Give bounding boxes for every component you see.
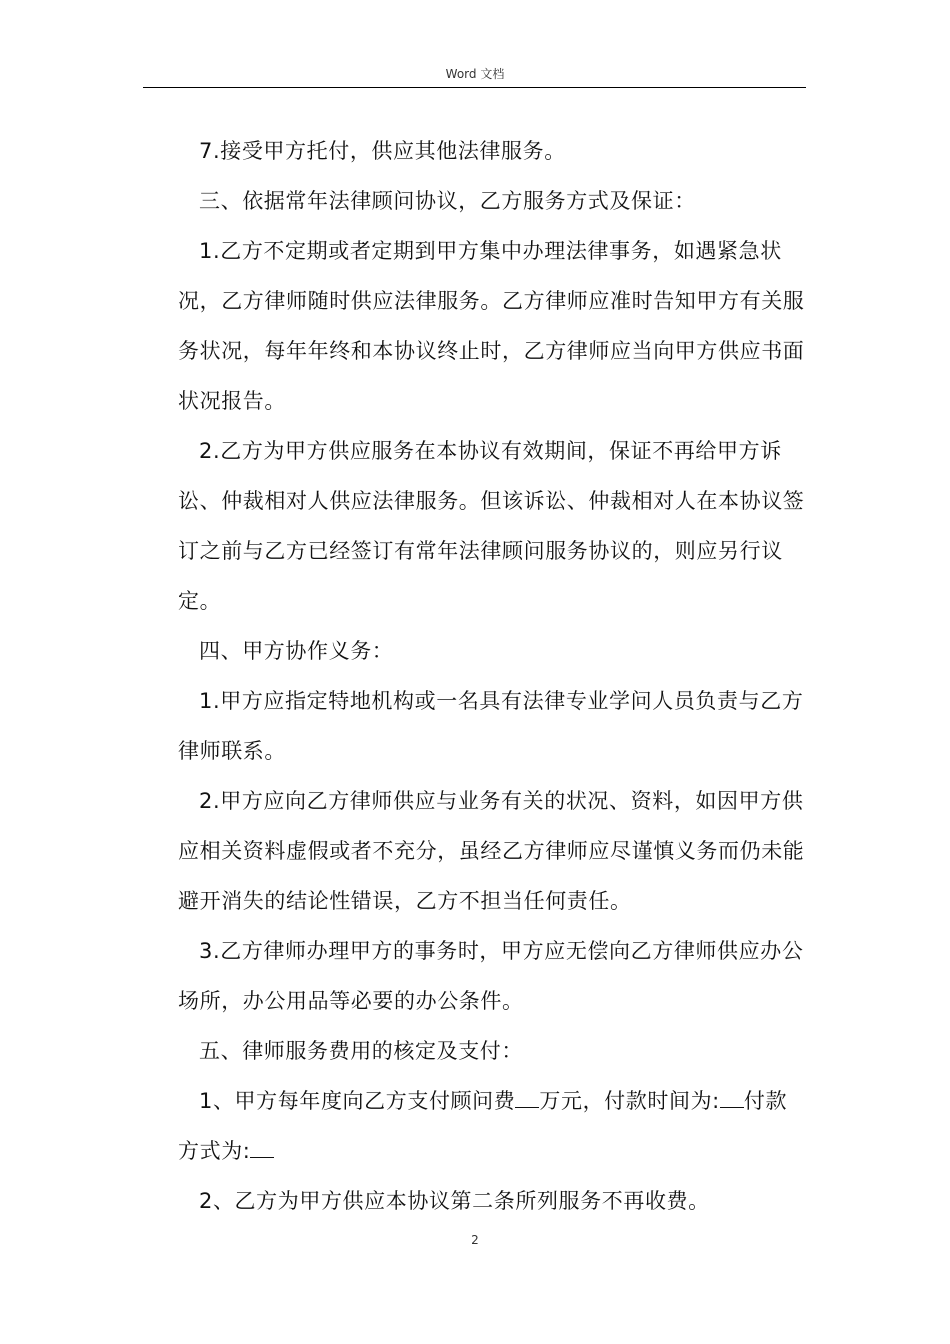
fee-text-1: 1、甲方每年度向乙方支付顾问费 <box>199 1089 516 1113</box>
section-heading: 三、依据常年法律顾问协议，乙方服务方式及保证： <box>199 189 696 213</box>
fee-paragraph <box>178 1076 806 1176</box>
paragraph: 1.乙方不定期或者定期到甲方集中办理法律事务，如遇紧急状况，乙方律师随时供应法律服务。乙方律师应准时告知甲方有关服务状况，每年年终和本协议终止时，乙方律师应当向甲方供应书面状况报告。 <box>178 239 805 413</box>
paragraph: 1.甲方应指定特地机构或一名具有法律专业学问人员负责与乙方律师联系。 <box>178 689 804 763</box>
blank-fill-time <box>720 1089 744 1108</box>
blank-fill-method <box>250 1139 274 1158</box>
fee-text-2: 万元，付款时间为: <box>539 1089 720 1113</box>
paragraph: 2.乙方为甲方供应服务在本协议有效期间，保证不再给甲方诉讼、仲裁相对人供应法律服务。但该诉讼、仲裁相对人在本协议签订之前与乙方已经签订有常年法律顾问服务协议的，则应另行议定。 <box>178 439 805 613</box>
paragraph: 2.甲方应向乙方律师供应与业务有关的状况、资料，如因甲方供应相关资料虚假或者不充分，虽经乙方律师应尽谨慎义务而仍未能避开消失的结论性错误，乙方不担当任何责任。 <box>178 789 805 913</box>
page-number: 2 <box>471 1233 479 1247</box>
section-heading: 五、律师服务费用的核定及支付： <box>199 1039 523 1063</box>
page-header: Word 文档 <box>445 67 505 81</box>
paragraph: 3.乙方律师办理甲方的事务时，甲方应无偿向乙方律师供应办公场所，办公用品等必要的办公条件。 <box>178 939 804 1013</box>
blank-fill-amount <box>515 1089 539 1108</box>
document-body <box>178 126 806 1226</box>
header-rule <box>143 87 806 88</box>
fee-text-3: 付款方式为: <box>178 1089 788 1163</box>
section-heading: 四、甲方协作义务： <box>199 639 394 663</box>
paragraph: 2、乙方为甲方供应本协议第二条所列服务不再收费。 <box>199 1189 710 1213</box>
paragraph: 7.接受甲方托付，供应其他法律服务。 <box>199 139 566 163</box>
